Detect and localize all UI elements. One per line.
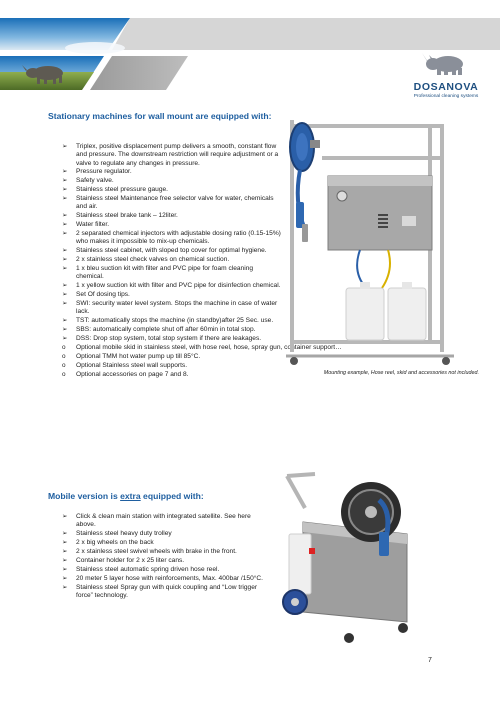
list-item <box>62 300 282 317</box>
list-item <box>62 265 282 282</box>
list-item-text: 2 x stainless steel swivel wheels with brake in the front. <box>76 547 237 555</box>
title-underlined-word: extra <box>120 491 141 501</box>
list-item <box>62 575 272 583</box>
arrow-bullet-icon: ➢ <box>62 574 68 582</box>
list-item <box>62 513 272 530</box>
arrow-bullet-icon: ➢ <box>62 168 68 176</box>
circle-bullet-icon: o <box>62 370 66 378</box>
list-item-text: Stainless steel Spray gun with quick coupling and “Low trigger force” technology. <box>76 583 258 599</box>
list-item-text: Stainless steel brake tank – 12liter. <box>76 212 178 220</box>
rhino-logo-icon <box>421 50 471 76</box>
list-item <box>62 548 272 556</box>
list-item-text: Set Of dosing tips. <box>76 291 130 299</box>
list-item <box>62 566 272 574</box>
list-item <box>62 186 282 194</box>
arrow-bullet-icon: ➢ <box>62 143 68 150</box>
list-item <box>62 230 282 247</box>
list-item <box>62 539 272 547</box>
list-item <box>62 221 282 229</box>
brand-tagline: Professional cleaning systems <box>413 94 479 99</box>
arrow-bullet-icon: ➢ <box>62 247 68 255</box>
list-item-text: Optional Stainless steel wall supports. <box>76 361 188 369</box>
list-item-text: TST: automatically stops the machine (in standby)after 25 Sec. use. <box>76 317 274 325</box>
list-item <box>62 291 282 299</box>
arrow-bullet-icon: ➢ <box>62 177 68 185</box>
list-item <box>62 584 272 601</box>
list-item <box>62 177 282 185</box>
arrow-bullet-icon: ➢ <box>62 326 68 334</box>
list-item <box>62 557 272 565</box>
list-item-text: 1 x bleu suction kit with filter and PVC pipe for foam cleaning chemical. <box>76 265 254 281</box>
list-item-text: Stainless steel pressure gauge. <box>76 186 169 194</box>
list-item-text: Safety valve. <box>76 177 114 185</box>
mobile-feature-list <box>62 513 272 601</box>
arrow-bullet-icon: ➢ <box>62 556 68 564</box>
list-item <box>62 195 282 212</box>
circle-bullet-icon: o <box>62 352 66 360</box>
list-item-text: SBS: automatically complete shut off after 60min in total stop. <box>76 326 256 334</box>
brand-name: DOSANOVA <box>413 81 479 93</box>
arrow-bullet-icon: ➢ <box>62 282 68 290</box>
arrow-bullet-icon: ➢ <box>62 186 68 194</box>
stationary-machine-image <box>282 112 458 373</box>
circle-bullet-icon: o <box>62 361 66 369</box>
list-item-text: 20 meter 5 layer hose with reinforcements, Max. 400bar /150°C. <box>76 574 263 582</box>
list-item-text: Optional mobile skid in stainless steel, with hose reel, hose, spray gun, container support… <box>76 343 342 351</box>
arrow-bullet-icon: ➢ <box>62 539 68 547</box>
list-item-text: Stainless steel cabinet, with sloped top cover for optimal hygiene. <box>76 247 267 255</box>
list-item <box>62 530 272 538</box>
list-item-text: 2 separated chemical injectors with adjustable dosing ratio (0.15-15%) who makes it impossible to mix-up chemicals. <box>76 230 281 246</box>
arrow-bullet-icon: ➢ <box>62 317 68 325</box>
list-item <box>62 212 282 220</box>
mobile-machine-image <box>275 472 425 653</box>
stationary-feature-list <box>62 143 342 379</box>
brand-logo <box>398 50 494 99</box>
list-item-text: SWI: security water level system. Stops the machine in case of water lack. <box>76 300 278 316</box>
page-number: 7 <box>428 657 432 664</box>
arrow-bullet-icon: ➢ <box>62 256 68 264</box>
section-title-stationary: Stationary machines for wall mount are equipped with: <box>48 111 272 121</box>
list-item-text: Water filter. <box>76 221 110 229</box>
arrow-bullet-icon: ➢ <box>62 212 68 220</box>
list-item-text: Stainless steel Maintenance free selector valve for water, chemicals and air. <box>76 195 274 211</box>
list-item <box>62 143 282 168</box>
arrow-bullet-icon: ➢ <box>62 565 68 573</box>
arrow-bullet-icon: ➢ <box>62 335 68 343</box>
list-item-text: Container holder for 2 x 25 liter cans. <box>76 556 185 564</box>
arrow-bullet-icon: ➢ <box>62 230 68 238</box>
arrow-bullet-icon: ➢ <box>62 583 68 591</box>
list-item-text: Optional TMM hot water pump up till 85°C. <box>76 352 201 360</box>
title-part: Mobile version is <box>48 491 121 501</box>
arrow-bullet-icon: ➢ <box>62 291 68 299</box>
section-title-mobile <box>48 491 278 502</box>
list-item <box>62 247 282 255</box>
arrow-bullet-icon: ➢ <box>62 195 68 203</box>
circle-bullet-icon: o <box>62 343 66 351</box>
list-item-text: 2 x stainless steel check valves on chemical suction. <box>76 256 230 264</box>
list-item-text: Pressure regulator. <box>76 168 132 176</box>
list-item-text: Stainless steel automatic spring driven hose reel. <box>76 565 220 573</box>
title-part: equipped with: <box>140 491 204 501</box>
arrow-bullet-icon: ➢ <box>62 300 68 308</box>
arrow-bullet-icon: ➢ <box>62 221 68 229</box>
list-item <box>62 168 282 176</box>
arrow-bullet-icon: ➢ <box>62 513 68 520</box>
list-item-text: Stainless steel heavy duty trolley <box>76 530 172 538</box>
list-item-text: Click & clean main station with integrated satellite. See here above. <box>76 513 251 529</box>
arrow-bullet-icon: ➢ <box>62 547 68 555</box>
list-item-text: DSS: Drop stop system, total stop system if there are leakages. <box>76 335 262 343</box>
list-item <box>62 282 282 290</box>
arrow-bullet-icon: ➢ <box>62 265 68 273</box>
list-item-text: 2 x big wheels on the back <box>76 539 154 547</box>
list-item-text: Optional accessories on page 7 and 8. <box>76 370 189 378</box>
image-caption: Mounting example, Hose reel, skid and accessories not included. <box>323 370 479 376</box>
list-item <box>62 256 282 264</box>
list-item-text: Triplex, positive displacement pump delivers a smooth, constant flow and pressure. The downstream restriction will require adjustment or a valve to regulate any changes in pressure. <box>76 143 279 167</box>
list-item-text: 1 x yellow suction kit with filter and PVC pipe for disinfection chemical. <box>76 282 281 290</box>
arrow-bullet-icon: ➢ <box>62 530 68 538</box>
